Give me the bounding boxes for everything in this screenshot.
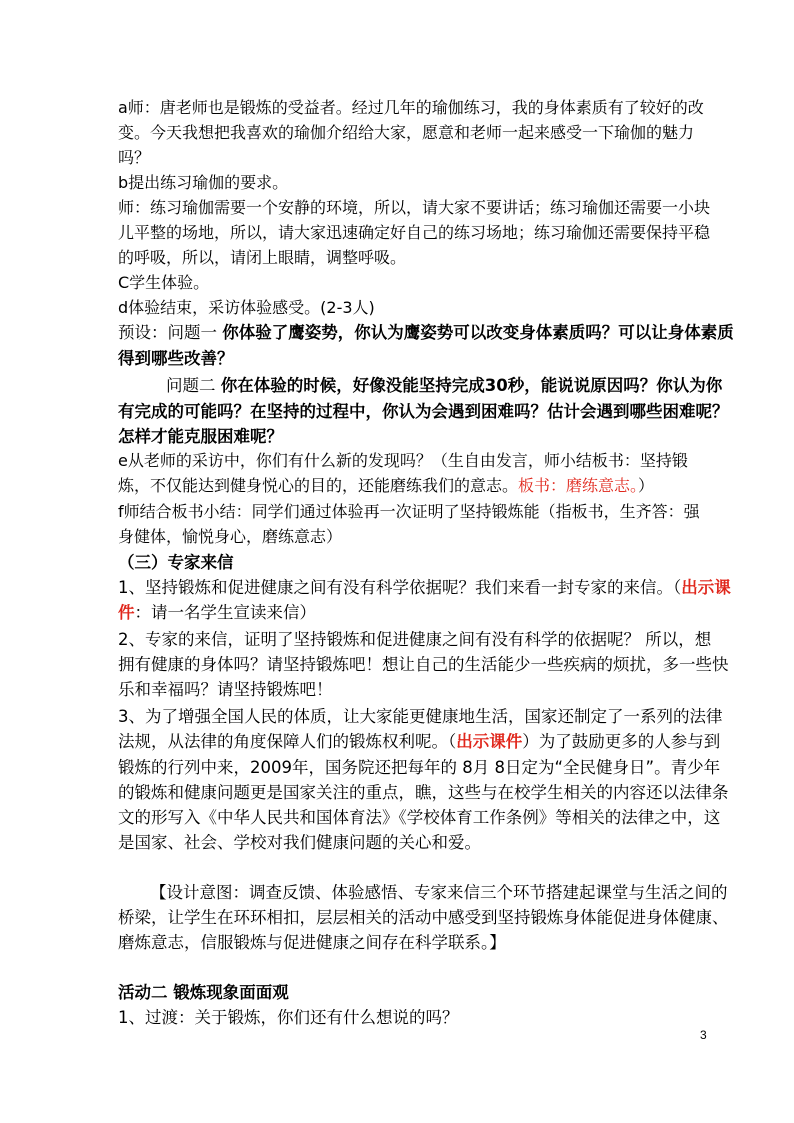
question-text: 你在体验的时候，好像没能坚持完成30秒，能说说原因吗？你认为你 bbox=[220, 376, 723, 395]
paragraph-line bbox=[118, 601, 316, 625]
paragraph-line: 文的形写入《中华人民共和国体育法》《学校体育工作条例》等相关的法律之中，这 bbox=[118, 808, 721, 827]
paragraph-line: f师结合板书小结：同学们通过体验再一次证明了坚持锻炼能（指板书，生齐答：强 bbox=[118, 502, 700, 521]
board-note: 板书：磨练意志。 bbox=[518, 476, 639, 495]
question-label: 问题二 bbox=[166, 376, 221, 395]
text-span: 1、坚持锻炼和促进健康之间有没有科学依据呢？我们来看一封专家的来信。（ bbox=[118, 578, 682, 597]
design-intent-line: 【设计意图：调查反馈、体验感悟、专家来信三个环节搭建起课堂与生活之间的 bbox=[150, 883, 728, 902]
question-one-line bbox=[118, 321, 734, 345]
design-intent-line: 磨炼意志，信服锻炼与促进健康之间存在科学联系。】 bbox=[118, 933, 506, 952]
paragraph-line: 儿平整的场地，所以，请大家迅速确定好自己的练习场地；练习瑜伽还需要保持平稳 bbox=[118, 223, 711, 242]
paragraph-line: 拥有健康的身体吗？请坚持锻炼吧！想让自己的生活能少一些疾病的烦扰，多一些快 bbox=[118, 655, 729, 674]
paragraph-line: 是国家、社会、学校对我们健康问题的关心和爱。 bbox=[118, 833, 481, 852]
paragraph-line: b提出练习瑜伽的要求。 bbox=[118, 173, 289, 192]
text-span: ：请一名学生宣读来信） bbox=[134, 603, 316, 622]
paragraph-line: C学生体验。 bbox=[118, 273, 210, 292]
design-intent-line: 桥梁，让学生在环环相扣，层层相关的活动中感受到坚持锻炼身体能促进身体健康、 bbox=[118, 908, 729, 927]
text-span: ）为了鼓励更多的人参与到 bbox=[522, 732, 721, 751]
paragraph-line bbox=[118, 474, 654, 498]
courseware-note: 件 bbox=[118, 603, 135, 622]
paragraph-line: a师：唐老师也是锻炼的受益者。经过几年的瑜伽练习，我的身体素质有了较好的改 bbox=[118, 98, 704, 117]
paragraph-line: 的呼吸，所以，请闭上眼睛，调整呼吸。 bbox=[118, 248, 407, 267]
question-text: 怎样才能克服困难呢？ bbox=[118, 427, 283, 446]
paragraph-line: 1、过渡：关于锻炼，你们还有什么想说的吗？ bbox=[118, 1008, 459, 1027]
activity-heading: 活动二 锻炼现象面面观 bbox=[118, 983, 289, 1002]
paragraph-line: 师：练习瑜伽需要一个安静的环境，所以，请大家不要讲话；练习瑜伽还需要一小块 bbox=[118, 198, 711, 217]
question-text: 你体验了鹰姿势，你认为鹰姿势可以改变身体素质吗？可以让身体素质 bbox=[222, 323, 734, 342]
courseware-note: 出示课 bbox=[681, 578, 731, 597]
text-span: 法规，从法律的角度保障人们的锻炼权利呢。（ bbox=[118, 732, 457, 751]
text-span: 炼，不仅能达到健身悦心的目的，还能磨练我们的意志。 bbox=[118, 476, 519, 495]
question-text: 有完成的可能吗？在坚持的过程中，你认为会遇到困难吗？估计会遇到哪些困难呢？ bbox=[118, 402, 729, 421]
question-label: 预设：问题一 bbox=[118, 323, 223, 342]
paragraph-line: 变。今天我想把我喜欢的瑜伽介绍给大家，愿意和老师一起来感受一下瑜伽的魅力 bbox=[118, 123, 695, 142]
page-number: 3 bbox=[700, 1028, 707, 1042]
paragraph-line: 乐和幸福吗？请坚持锻炼吧！ bbox=[118, 680, 333, 699]
paragraph-line: 3、为了增强全国人民的体质，让大家能更健康地生活，国家还制定了一系列的法律 bbox=[118, 707, 723, 726]
paragraph-line: d体验结束，采访体验感受。(2-3人) bbox=[118, 298, 375, 317]
paragraph-line: 锻炼的行列中来，2009年，国务院还把每年的 8月 8日定为“全民健身日”。青少年 bbox=[118, 758, 721, 777]
paragraph-line: 吗？ bbox=[118, 148, 151, 167]
paragraph-line: 的锻炼和健康问题更是国家关注的重点，瞧，这些与在校学生相关的内容还以法律条 bbox=[118, 783, 729, 802]
paragraph-line: 2、专家的来信，证明了坚持锻炼和促进健康之间有没有科学的依据呢？ 所以，想 bbox=[118, 630, 712, 649]
text-span: ） bbox=[638, 476, 655, 495]
paragraph-line: 身健体，愉悦身心，磨练意志） bbox=[118, 527, 343, 546]
paragraph-line bbox=[118, 730, 720, 754]
paragraph-line bbox=[118, 576, 731, 600]
section-heading: （三）专家来信 bbox=[118, 553, 234, 572]
question-two-line bbox=[166, 374, 722, 398]
courseware-note: 出示课件 bbox=[456, 732, 523, 751]
paragraph-line: e从老师的采访中，你们有什么新的发现吗？（生自由发言，师小结板书：坚持锻 bbox=[118, 451, 688, 470]
question-text: 得到哪些改善？ bbox=[118, 349, 234, 368]
